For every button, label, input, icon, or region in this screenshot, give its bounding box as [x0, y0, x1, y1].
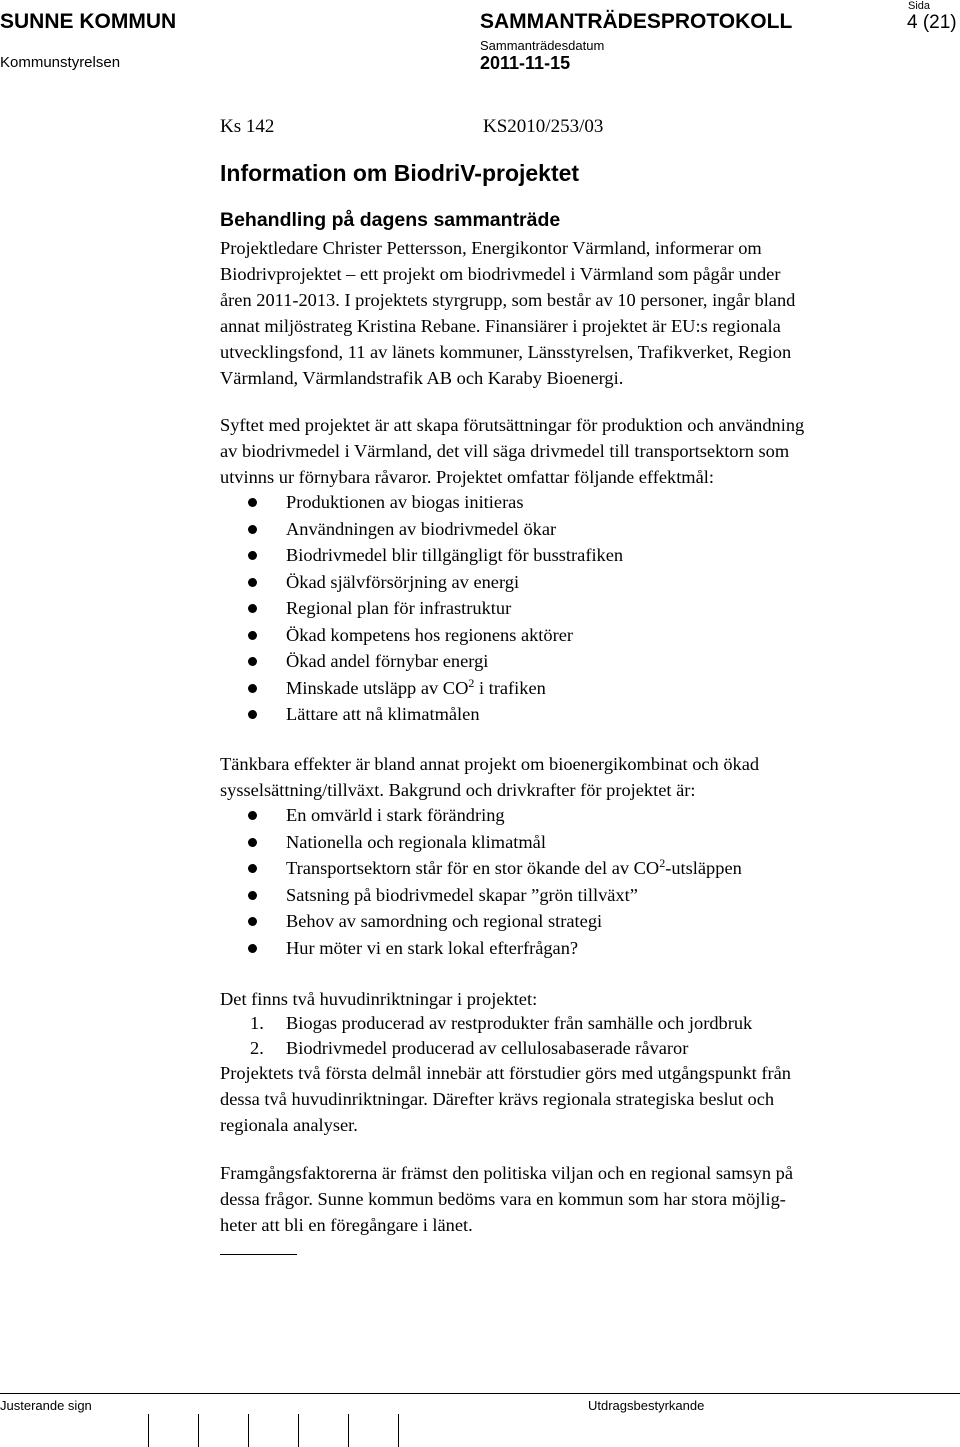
bullet-icon: [248, 891, 257, 900]
text-line: dessa frågor. Sunne kommun bedöms vara en kommun som har stora möjlig-: [220, 1189, 786, 1209]
bullet-icon: [248, 917, 257, 926]
text-line: dessa två huvudinriktningar. Därefter krävs regionala strategiska beslut och: [220, 1089, 775, 1109]
section-heading: Behandling på dagens sammanträde: [220, 209, 561, 231]
list-item: Ökad självförsörjning av energi: [220, 569, 623, 596]
list-item: 1. Biogas producerad av restprodukter från samhälle och jordbruk: [250, 1013, 753, 1033]
sign-label: Justerande sign: [0, 1398, 92, 1413]
board-name: Kommunstyrelsen: [0, 54, 121, 71]
page-number: 4 (21): [907, 12, 957, 33]
text-line: utvecklingsfond, 11 av länets kommuner, Länsstyrelsen, Trafikverket, Region: [220, 342, 792, 362]
page-title: Information om BiodriV-projektet: [220, 160, 580, 186]
case-reference: KS2010/253/03: [483, 116, 604, 137]
paragraph-subgoals: [220, 1060, 920, 1138]
end-divider: [220, 1254, 297, 1255]
text-line: Biodrivprojektet – ett projekt om biodrivmedel i Värmland som pågår under: [220, 264, 781, 284]
bullet-icon: [248, 710, 257, 719]
list-item: Ökad andel förnybar energi: [220, 648, 623, 675]
meeting-date: 2011-11-15: [480, 53, 571, 73]
bullet-icon: [248, 684, 257, 693]
list-item: Minskade utsläpp av $CO^2$ i trafiken: [220, 675, 623, 702]
bullet-icon: [248, 944, 257, 953]
list-item: Ökad kompetens hos regionens aktörer: [220, 622, 623, 649]
bullet-icon: [248, 811, 257, 820]
list-item: Behov av samordning och regional strategi: [220, 908, 742, 935]
bullet-icon: [248, 525, 257, 534]
signature-box-line: [348, 1414, 349, 1447]
excerpt-label: Utdragsbestyrkande: [588, 1398, 705, 1413]
text-line: Syftet med projektet är att skapa förutsättningar för produktion och användning: [220, 415, 805, 435]
signature-box-line: [198, 1414, 199, 1447]
text-line: utvinns ur förnybara råvaror. Projektet omfattar följande effektmål:: [220, 467, 714, 487]
text-line: åren 2011-2013. I projektets styrgrupp, som består av 10 personer, ingår bland: [220, 290, 796, 310]
directions-intro: Det finns två huvudinriktningar i projektet:: [220, 989, 538, 1009]
text-line: annat miljöstrateg Kristina Rebane. Finansiärer i projektet är EU:s regionala: [220, 316, 781, 336]
bullet-icon: [248, 551, 257, 560]
page-label: Sida: [908, 0, 931, 12]
text-line: Värmland, Värmlandstrafik AB och Karaby Bioenergi.: [220, 368, 624, 388]
text-line: heter att bli en föregångare i länet.: [220, 1215, 473, 1235]
text-line: Projektets två första delmål innebär att förstudier görs med utgångspunkt från: [220, 1063, 791, 1083]
text-line: Tänkbara effekter är bland annat projekt om bioenergikombinat och ökad: [220, 754, 760, 774]
list-item: Nationella och regionala klimatmål: [220, 829, 742, 856]
paragraph-intro: [220, 235, 920, 391]
bullet-icon: [248, 578, 257, 587]
date-label: Sammanträdesdatum: [480, 38, 605, 53]
paragraph-effects: [220, 751, 920, 803]
list-item: 2. Biodrivmedel producerad av cellulosabaserade råvaror: [250, 1038, 689, 1058]
municipality-name: SUNNE KOMMUN: [0, 10, 177, 33]
bullet-icon: [248, 864, 257, 873]
drivers-list: [220, 802, 742, 961]
paragraph-purpose: [220, 412, 920, 490]
goals-list: [220, 489, 623, 728]
list-item: Produktionen av biogas initieras: [220, 489, 623, 516]
list-item: Hur möter vi en stark lokal efterfrågan?: [220, 935, 742, 962]
signature-box-line: [248, 1414, 249, 1447]
list-item: En omvärld i stark förändring: [220, 802, 742, 829]
signature-box-line: [298, 1414, 299, 1447]
bullet-icon: [248, 838, 257, 847]
bullet-icon: [248, 604, 257, 613]
list-item: Regional plan för infrastruktur: [220, 595, 623, 622]
list-item: Lättare att nå klimatmålen: [220, 701, 623, 728]
document-type: SAMMANTRÄDESPROTOKOLL: [480, 10, 793, 33]
list-item: Användningen av biodrivmedel ökar: [220, 516, 623, 543]
footer-divider: [0, 1393, 960, 1394]
paragraph-success-factors: [220, 1160, 920, 1238]
text-line: sysselsättning/tillväxt. Bakgrund och drivkrafter för projektet är:: [220, 780, 696, 800]
list-item: Biodrivmedel blir tillgängligt för busstrafiken: [220, 542, 623, 569]
list-item: Transportsektorn står för en stor ökande del av $CO^2$-utsläppen: [220, 855, 742, 882]
text-line: av biodrivmedel i Värmland, det vill säga drivmedel till transportsektorn som: [220, 441, 790, 461]
list-item: Satsning på biodrivmedel skapar ”grön tillväxt”: [220, 882, 742, 909]
text-line: regionala analyser.: [220, 1115, 358, 1135]
signature-box-line: [148, 1414, 149, 1447]
bullet-icon: [248, 657, 257, 666]
directions-list: [220, 1011, 752, 1061]
bullet-icon: [248, 631, 257, 640]
text-line: Projektledare Christer Pettersson, Energikontor Värmland, informerar om: [220, 238, 762, 258]
text-line: Framgångsfaktorerna är främst den politiska viljan och en regional samsyn på: [220, 1163, 794, 1183]
case-number: Ks 142: [220, 116, 275, 137]
bullet-icon: [248, 498, 257, 507]
signature-box-line: [398, 1414, 399, 1447]
